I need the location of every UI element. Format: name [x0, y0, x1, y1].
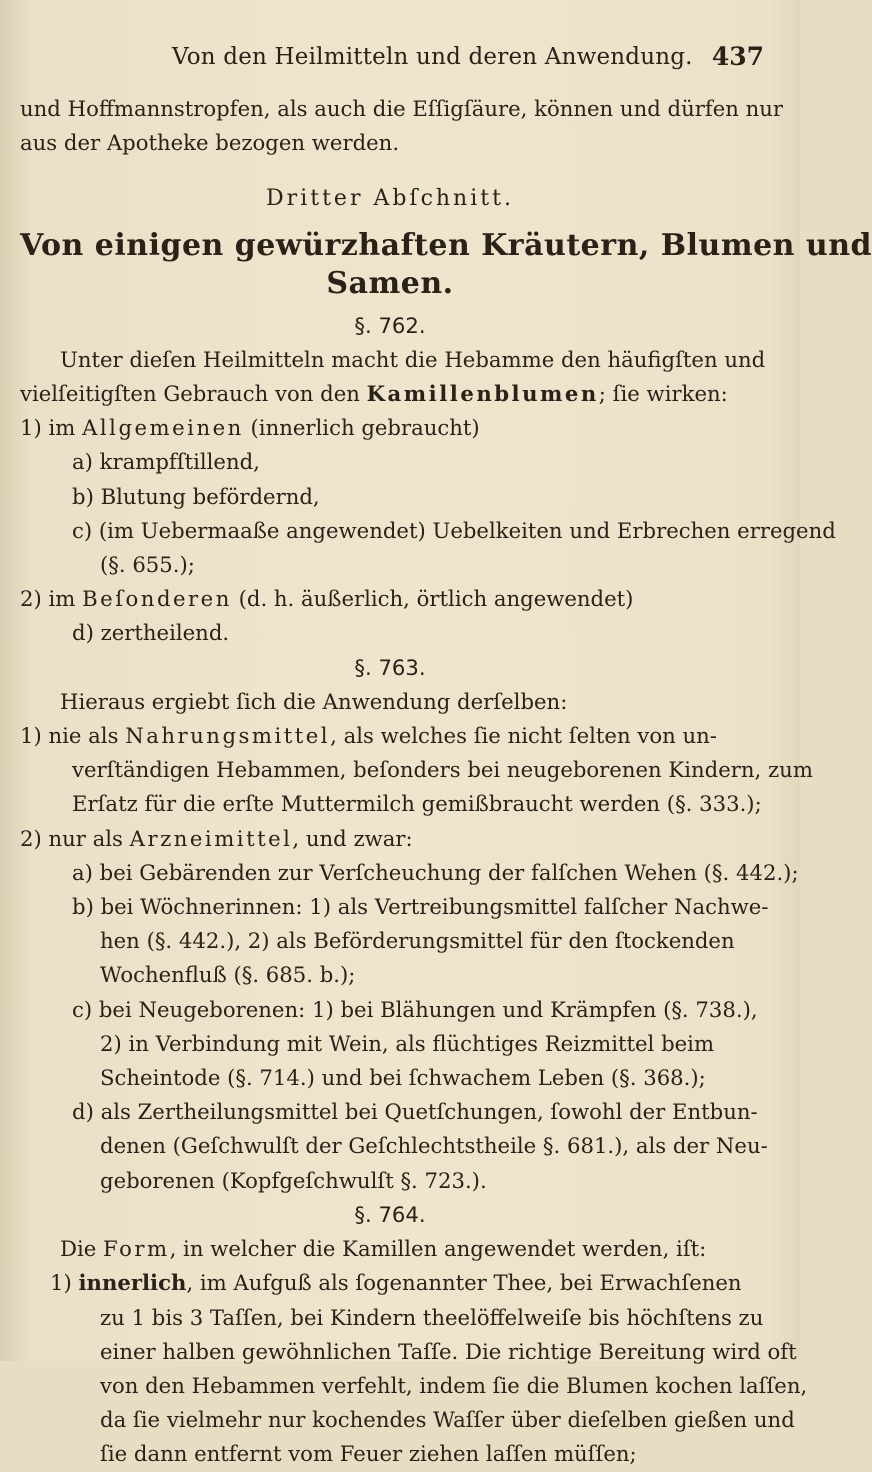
paragraph-mark-762: §. 762. — [354, 312, 426, 338]
list-item — [20, 582, 760, 616]
text-line: (§. 655.); — [100, 552, 195, 578]
list-item: d) als Zertheilungsmittel bei Quetſchungen, ſowohl der Entbun- — [72, 1099, 758, 1125]
list-item: b) bei Wöchnerinnen: 1) als Vertreibungsmittel falſcher Nachwe- — [72, 894, 769, 920]
text-line: zu 1 bis 3 Taſſen, bei Kindern theelöffelweiſe bis höchſtens zu — [100, 1304, 764, 1330]
text-run: (d. h. äußerlich, örtlich angewendet) — [231, 586, 634, 612]
text-line: 2) in Verbindung mit Wein, als flüchtiges Reizmittel beim — [100, 1030, 715, 1056]
text-line — [20, 377, 760, 411]
text-run: Die — [60, 1236, 104, 1262]
text-run: , als welches ſie nicht ſelten von un- — [330, 723, 717, 749]
text-line: einer halben gewöhnlichen Taſſe. Die richtige Bereitung wird oft — [100, 1338, 797, 1364]
text-run: , im Aufguß als ſogenannter Thee, bei Erwachſenen — [186, 1270, 742, 1296]
emphasis-form: Form — [103, 1236, 170, 1262]
list-item: a) krampfſtillend, — [72, 449, 260, 475]
text-run: ; ſie wirken: — [598, 381, 728, 407]
text-line: hen (§. 442.), 2) als Beförderungsmittel für den ſtockenden — [100, 928, 735, 954]
list-item — [20, 411, 760, 445]
emphasis-kamillenblumen: Kamillenblumen — [366, 381, 599, 407]
list-item: c) bei Neugeborenen: 1) bei Blähungen und Krämpfen (§. 738.), — [72, 996, 758, 1022]
emphasis-arzneimittel: Arzneimittel — [129, 825, 293, 851]
page-body — [20, 92, 872, 1472]
text-line: aus der Apotheke bezogen werden. — [20, 130, 400, 156]
text-line: und Hoffmannstropfen, als auch die Eſſigſäure, können und dürfen nur — [20, 96, 784, 121]
text-line: ſie dann entfernt vom Feuer ziehen laſſen müſſen; — [100, 1441, 637, 1467]
text-run: vielſeitigſten Gebrauch von den — [20, 381, 367, 407]
text-run: 2) im — [20, 586, 83, 612]
text-line: Unter dieſen Heilmitteln macht die Hebamme den häufigſten und — [60, 346, 766, 372]
page-number: 437 — [711, 42, 764, 71]
chapter-title-line-1: Von einigen gewürzhaften Kräutern, Blumen und — [20, 227, 872, 263]
emphasis-besonderen: Beſonderen — [82, 586, 232, 612]
text-line: Hieraus ergiebt ſich die Anwendung derſelben: — [60, 688, 568, 714]
emphasis-allgemeinen: Allgemeinen — [82, 415, 244, 441]
text-run: 1) im — [20, 415, 83, 441]
text-run: 1) nie als — [20, 723, 126, 749]
paragraph-mark-763: §. 763. — [354, 654, 426, 680]
list-item: d) zertheilend. — [72, 620, 230, 646]
list-item: a) bei Gebärenden zur Verſcheuchung der falſchen Wehen (§. 442.); — [72, 859, 799, 885]
text-line: geborenen (Kopfgeſchwulſt §. 723.). — [100, 1167, 487, 1193]
text-run: 2) nur als — [20, 825, 130, 851]
running-head: Von den Heilmitteln und deren Anwendung. — [172, 44, 693, 70]
text-line — [20, 1232, 760, 1266]
text-line: von den Hebammen verfehlt, indem ſie die Blumen kochen laſſen, — [100, 1372, 808, 1398]
text-line: da ſie vielmehr nur kochendes Waſſer über dieſelben gießen und — [100, 1407, 795, 1433]
list-item: c) (im Uebermaaße angewendet) Uebelkeiten und Erbrechen erregend — [72, 517, 836, 543]
emphasis-nahrungsmittel: Nahrungsmittel — [125, 723, 331, 749]
list-item — [20, 719, 760, 753]
text-line: denen (Geſchwulſt der Geſchlechtstheile §. 681.), als der Neu- — [100, 1133, 768, 1159]
section-title: Dritter Abſchnitt. — [266, 186, 514, 212]
text-run: , in welcher die Kamillen angewendet werden, iſt: — [169, 1236, 707, 1262]
list-item: b) Blutung befördernd, — [72, 483, 320, 509]
text-line: Erſatz für die erſte Muttermilch gemißbraucht werden (§. 333.); — [72, 791, 762, 817]
text-run: (innerlich gebraucht) — [243, 415, 480, 441]
page-header — [0, 44, 800, 80]
text-line: Scheintode (§. 714.) und bei ſchwachem Leben (§. 368.); — [100, 1065, 706, 1091]
list-item — [20, 1266, 760, 1300]
emphasis-innerlich: innerlich — [78, 1270, 187, 1296]
text-run: 1) — [50, 1270, 79, 1296]
text-line: verſtändigen Hebammen, beſonders bei neugeborenen Kindern, zum — [72, 757, 813, 783]
list-item — [20, 822, 760, 856]
text-run: , und zwar: — [292, 825, 413, 851]
chapter-title-line-2: Samen. — [326, 265, 454, 301]
text-line: Wochenfluß (§. 685. b.); — [100, 962, 356, 988]
paragraph-mark-764: §. 764. — [354, 1201, 426, 1227]
